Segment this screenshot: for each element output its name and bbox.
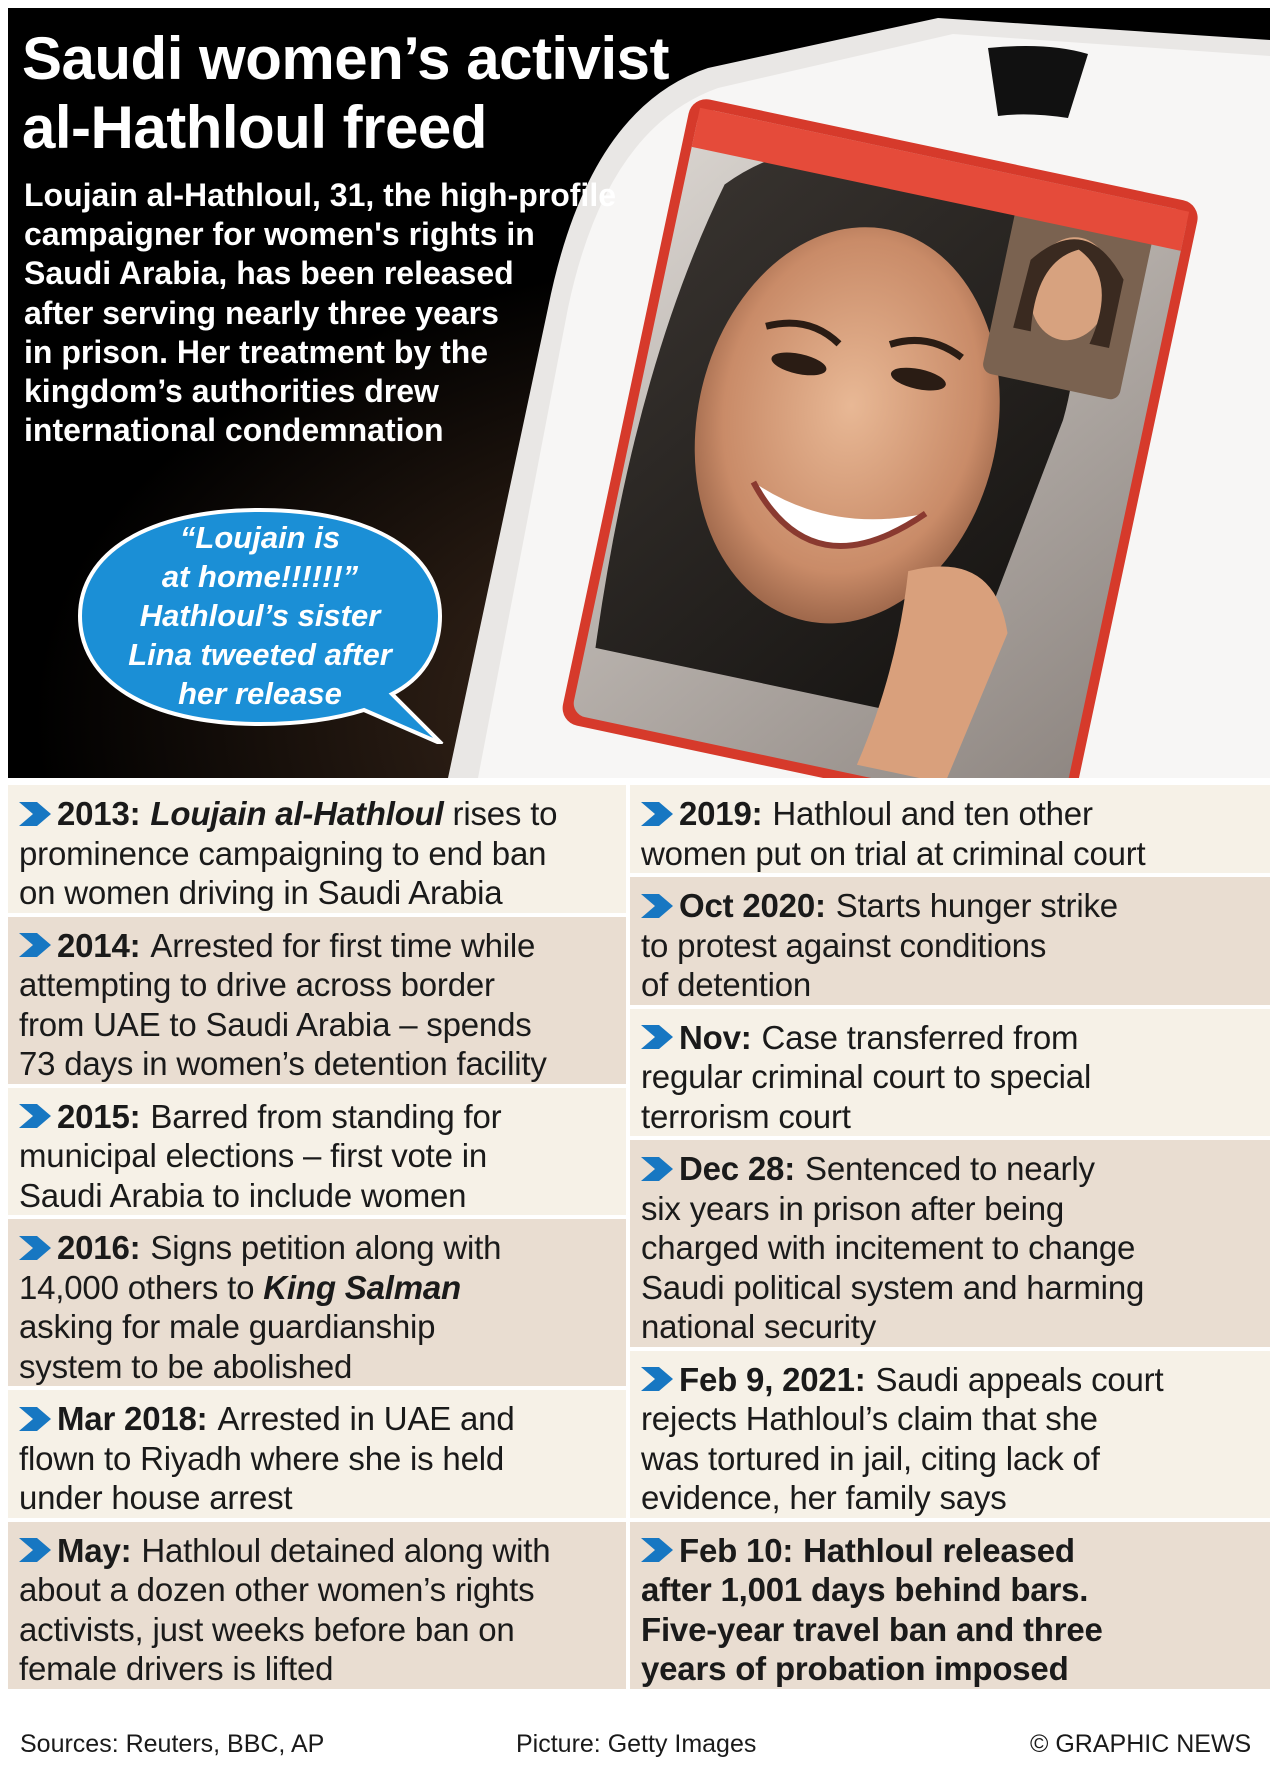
chevron-right-icon (641, 1025, 673, 1049)
quote-line: her release (178, 676, 342, 711)
timeline-entry-line (19, 1228, 616, 1268)
timeline-entry-line (19, 1005, 616, 1045)
timeline-entry-line (641, 834, 1260, 874)
timeline-text (876, 1360, 1164, 1400)
timeline-entry (630, 1522, 1270, 1689)
picture-credit: Picture: Getty Images (516, 1730, 757, 1758)
timeline-right-column (630, 785, 1270, 1689)
timeline-entry (630, 785, 1270, 873)
text-segment: regular criminal court to special (641, 1058, 1092, 1095)
timeline-date: 2019: (679, 795, 763, 832)
timeline-entry-line (19, 1268, 616, 1308)
timeline-entry-line (19, 1347, 616, 1387)
text-segment: prominence campaigning to end ban (19, 834, 547, 872)
text-segment: rises to (443, 795, 558, 832)
timeline-date: May: (57, 1531, 132, 1569)
standfirst-line: kingdom’s authorities drew (24, 373, 439, 410)
timeline-text (150, 1097, 501, 1137)
text-segment: terrorism court (641, 1097, 851, 1135)
timeline-text (150, 1228, 501, 1268)
text-segment: attempting to drive across border (19, 966, 495, 1003)
text-segment: municipal elections – first vote in (19, 1137, 488, 1174)
timeline-date: Nov: (679, 1018, 752, 1056)
timeline-entry (8, 917, 626, 1084)
text-segment: system to be abolished (19, 1347, 353, 1385)
timeline-entry (8, 1522, 626, 1689)
timeline-entry-line (19, 1176, 616, 1216)
quote-line: Lina tweeted after (128, 637, 392, 672)
timeline-left-column (8, 785, 626, 1689)
text-segment: on women driving in Saudi Arabia (19, 874, 503, 911)
text-segment: Hathloul released (803, 1531, 1075, 1569)
quote-line: at home!!!!!!” (161, 559, 359, 594)
emphasis-name: Loujain al-Hathloul (150, 795, 444, 832)
timeline-text (150, 926, 535, 966)
chevron-right-icon (19, 1538, 51, 1562)
timeline-entry (8, 1219, 626, 1386)
timeline-entry-line (641, 1228, 1260, 1268)
timeline-entry-line (641, 1570, 1260, 1610)
timeline-date: 2015: (57, 1097, 141, 1135)
timeline-entry-line (641, 965, 1260, 1005)
timeline-entry-line (641, 1149, 1260, 1189)
timeline-date: Feb 9, 2021: (679, 1360, 866, 1398)
text-segment: rejects Hathloul’s claim that she (641, 1400, 1098, 1437)
text-segment: activists, just weeks before ban on (19, 1610, 515, 1648)
standfirst-line: campaigner for women's rights in (24, 216, 535, 253)
text-segment: to protest against conditions (641, 926, 1047, 964)
headline-line: Saudi women’s activist (22, 25, 669, 92)
text-segment: charged with incitement to change (641, 1229, 1136, 1266)
timeline-text (803, 1531, 1075, 1571)
chevron-right-icon (641, 1367, 673, 1391)
timeline-entry-line (19, 1570, 616, 1610)
headline (22, 24, 782, 162)
headline-line: al-Hathloul freed (22, 94, 487, 161)
text-segment: after 1,001 days behind bars. (641, 1571, 1089, 1608)
timeline-entry-line (641, 1268, 1260, 1308)
chevron-right-icon (19, 1104, 51, 1128)
timeline-entry-line (641, 886, 1260, 926)
timeline-entry-line (19, 1307, 616, 1347)
chevron-right-icon (19, 933, 51, 957)
timeline-entry-line (19, 1531, 616, 1571)
text-segment: evidence, her family says (641, 1479, 1007, 1516)
timeline-entry-line (19, 873, 616, 913)
timeline-entry-line (19, 1610, 616, 1650)
quote-line: Hathloul’s sister (139, 598, 381, 633)
text-segment: Hathloul detained along with (141, 1531, 551, 1569)
timeline-entry-line (641, 1097, 1260, 1137)
hero-panel (8, 8, 1270, 778)
timeline-entry (630, 1140, 1270, 1347)
timeline-entry-line (641, 1307, 1260, 1347)
timeline-entry (8, 785, 626, 913)
text-segment: flown to Riyadh where she is held (19, 1439, 505, 1477)
timeline-entry-line (19, 834, 616, 874)
timeline-entry (630, 1009, 1270, 1137)
timeline-text (836, 886, 1118, 926)
timeline-entry-line (641, 1018, 1260, 1058)
text-segment: Saudi appeals court (875, 1360, 1164, 1398)
timeline-entry-line (641, 1057, 1260, 1097)
timeline-text (762, 1018, 1079, 1058)
footer (8, 1722, 1270, 1766)
timeline-entry-line (19, 1044, 616, 1084)
chevron-right-icon (641, 802, 673, 826)
timeline-text (805, 1149, 1095, 1189)
text-segment: Arrested for first time while (150, 926, 536, 964)
timeline-date: Dec 28: (679, 1150, 796, 1187)
publisher-credit: © GRAPHIC NEWS (1030, 1730, 1252, 1758)
timeline-entry-line (641, 1649, 1260, 1689)
timeline-entry-line (641, 1478, 1260, 1518)
timeline-entry (8, 1088, 626, 1216)
timeline-entry-line (641, 926, 1260, 966)
text-segment: of detention (641, 966, 812, 1003)
chevron-right-icon (641, 1157, 673, 1181)
timeline-entry-line (19, 965, 616, 1005)
text-segment: Sentenced to nearly (805, 1150, 1095, 1187)
timeline-entry-line (641, 1610, 1260, 1650)
text-segment: 73 days in women’s detention facility (19, 1045, 547, 1082)
text-segment: was tortured in jail, citing lack of (641, 1439, 1100, 1477)
standfirst (24, 176, 724, 450)
timeline-text (141, 1531, 550, 1571)
timeline-entry-line (19, 1649, 616, 1689)
timeline-date: Feb 10: (679, 1531, 794, 1569)
text-segment: Five-year travel ban and three (641, 1610, 1103, 1648)
text-segment: Saudi political system and harming (641, 1268, 1145, 1306)
text-segment: under house arrest (19, 1479, 293, 1516)
timeline-entry (8, 1390, 626, 1518)
text-segment: Starts hunger strike (835, 887, 1118, 924)
chevron-right-icon (641, 894, 673, 918)
standfirst-line: in prison. Her treatment by the (24, 333, 489, 370)
timeline-date: 2014: (57, 926, 141, 964)
text-segment: Arrested in UAE and (217, 1400, 515, 1437)
timeline-entry-line (19, 1439, 616, 1479)
emphasis-name: King Salman (263, 1268, 461, 1306)
quote-line: “Loujain is (179, 520, 341, 555)
timeline-entry-line (641, 1531, 1260, 1571)
text-segment: Barred from standing for (150, 1097, 502, 1135)
text-segment: women put on trial at criminal court (641, 834, 1146, 872)
timeline-date: 2016: (57, 1229, 141, 1266)
standfirst-line: international condemnation (24, 412, 444, 449)
standfirst-line: Loujain al-Hathloul, 31, the high-profile (24, 177, 616, 213)
timeline-entry-line (19, 926, 616, 966)
timeline-entry-line (19, 1136, 616, 1176)
text-segment: from UAE to Saudi Arabia – spends (19, 1005, 532, 1043)
timeline-text (772, 794, 1092, 834)
text-segment: about a dozen other women’s rights (19, 1571, 535, 1608)
text-segment: national security (641, 1308, 877, 1345)
timeline-text (150, 794, 557, 834)
timeline-entry-line (641, 1189, 1260, 1229)
timeline-entry-line (19, 1097, 616, 1137)
chevron-right-icon (19, 1236, 51, 1260)
timeline-text (217, 1399, 514, 1439)
timeline-date: Mar 2018: (57, 1400, 208, 1437)
chevron-right-icon (19, 802, 51, 826)
timeline-entry (630, 1351, 1270, 1518)
text-segment: asking for male guardianship (19, 1308, 436, 1345)
standfirst-line: Saudi Arabia, has been released (24, 255, 514, 292)
text-segment: six years in prison after being (641, 1189, 1065, 1227)
timeline-entry-line (641, 1360, 1260, 1400)
text-segment: Saudi Arabia to include women (19, 1176, 467, 1214)
quote-bubble (74, 504, 446, 744)
chevron-right-icon (19, 1407, 51, 1431)
text-segment: 14,000 others to (19, 1268, 264, 1306)
standfirst-line: after serving nearly three years (24, 294, 499, 331)
chevron-right-icon (641, 1538, 673, 1562)
text-segment: Hathloul and ten other (772, 795, 1093, 832)
text-segment: years of probation imposed (641, 1650, 1069, 1687)
timeline-entry-line (19, 1399, 616, 1439)
text-segment: Case transferred from (761, 1018, 1079, 1056)
timeline-entry-line (641, 1399, 1260, 1439)
timeline-entry (630, 877, 1270, 1005)
text-segment: female drivers is lifted (19, 1650, 334, 1687)
timeline-date: 2013: (57, 795, 141, 832)
timeline-entry-line (19, 794, 616, 834)
timeline-entry-line (641, 794, 1260, 834)
text-segment: Signs petition along with (150, 1229, 502, 1266)
sources-credit: Sources: Reuters, BBC, AP (20, 1730, 325, 1758)
timeline-entry-line (19, 1478, 616, 1518)
timeline-date: Oct 2020: (679, 887, 826, 924)
timeline-entry-line (641, 1439, 1260, 1479)
